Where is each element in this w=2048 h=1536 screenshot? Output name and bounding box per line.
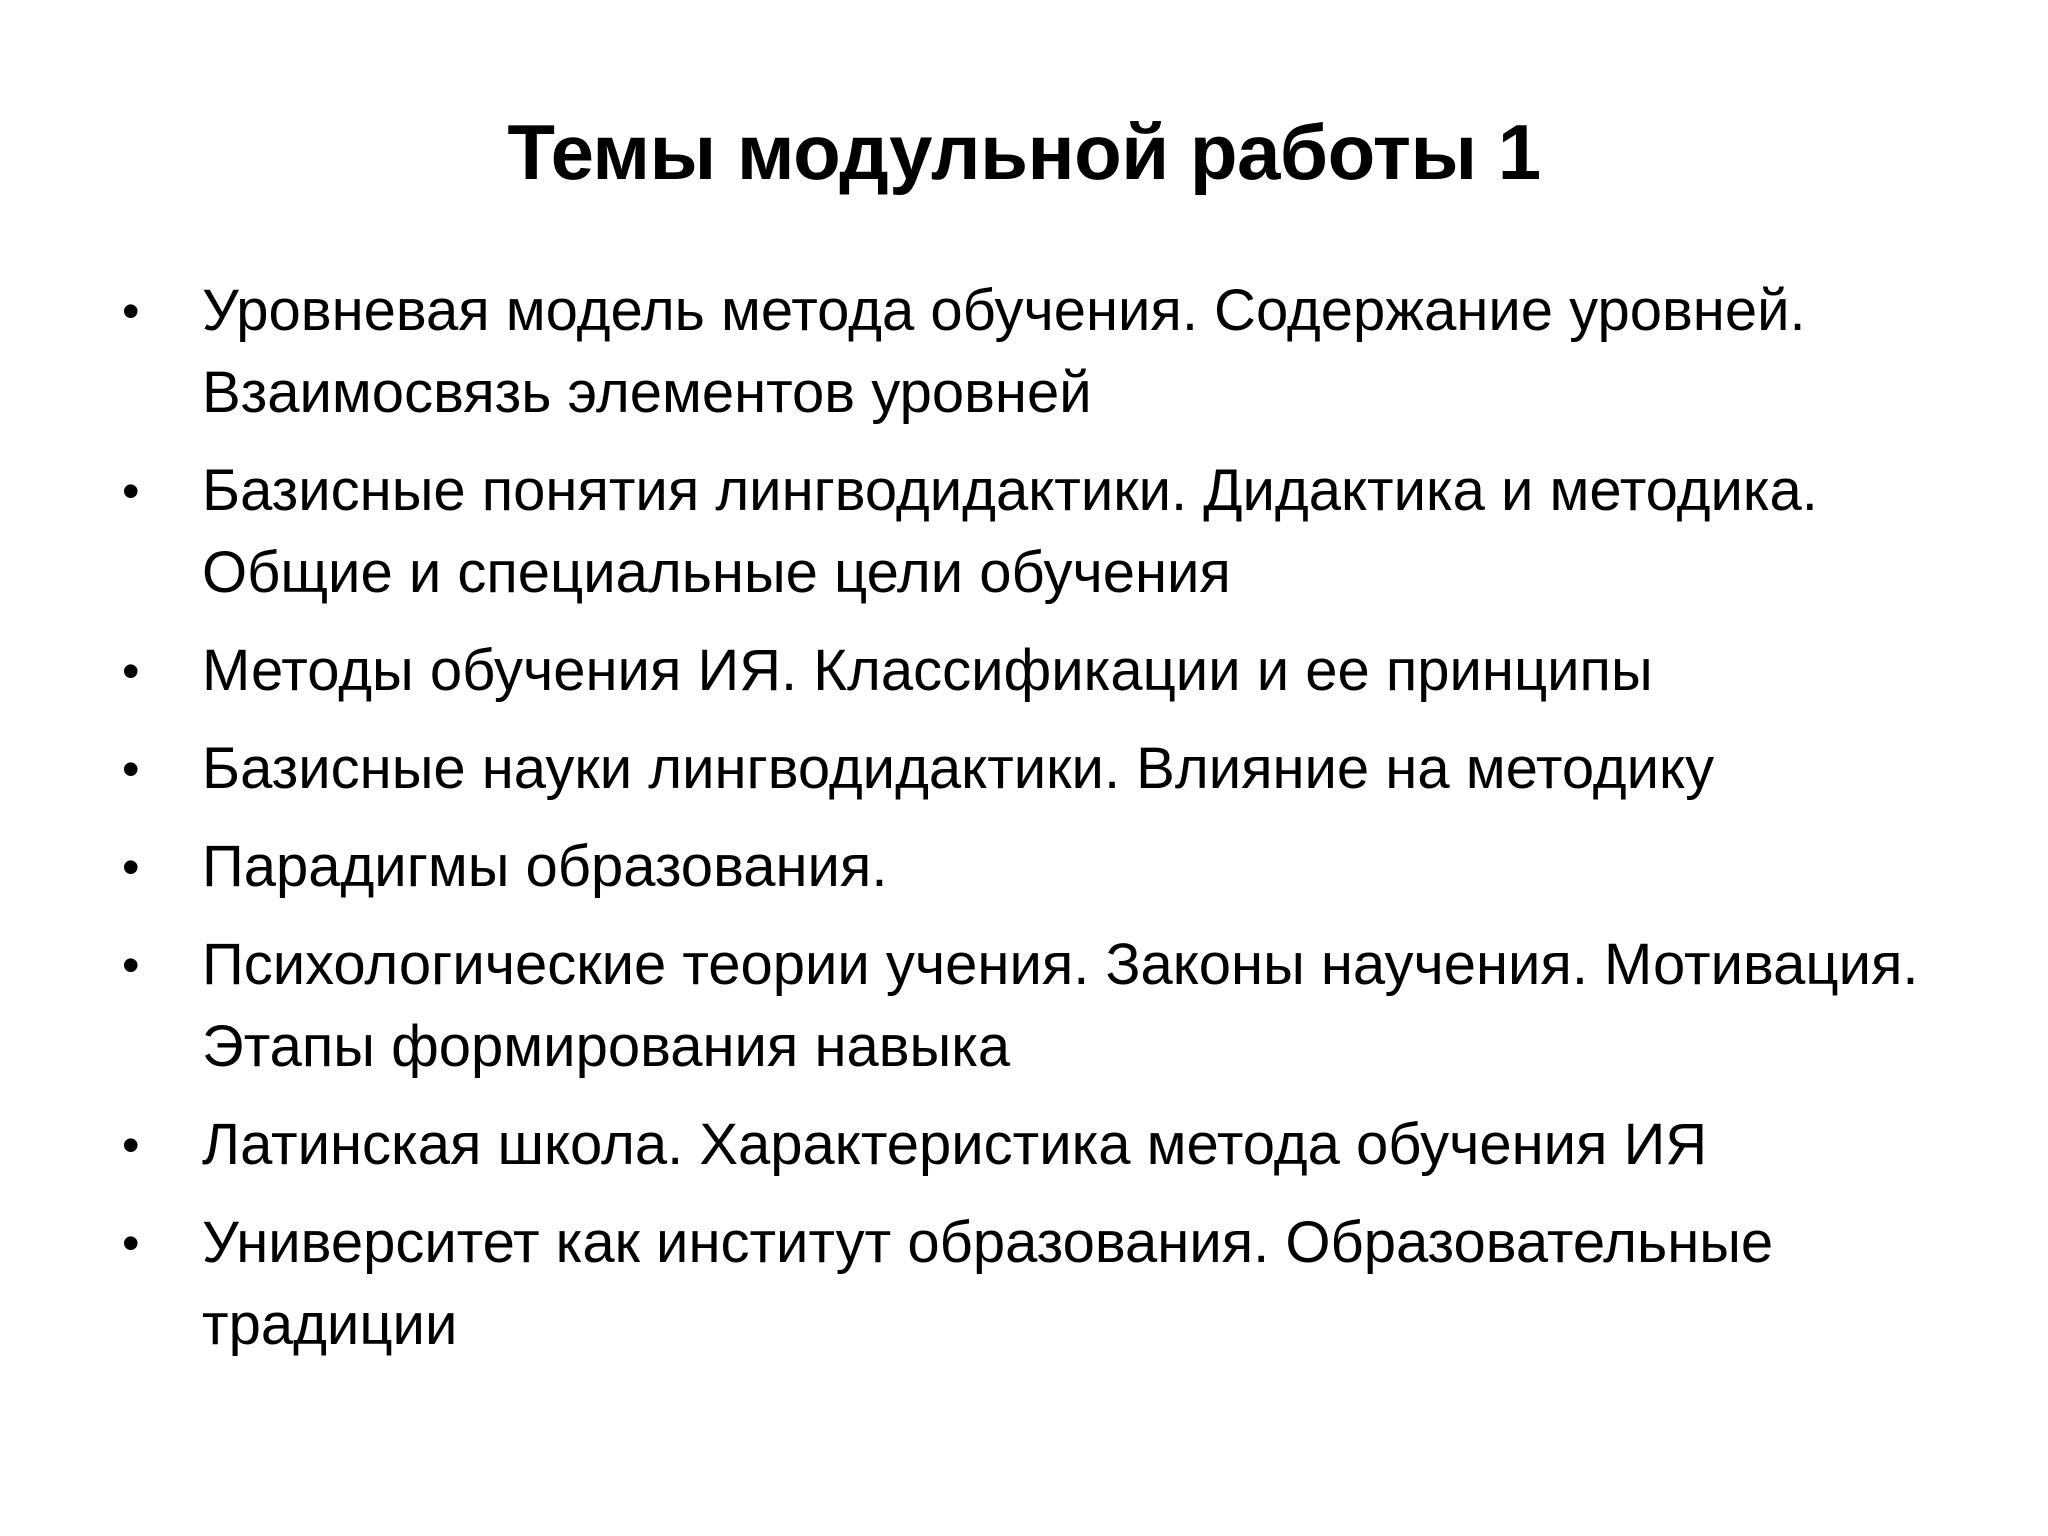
bullet-icon: • xyxy=(122,1117,140,1173)
topics-list xyxy=(0,270,2048,1382)
list-item xyxy=(0,1202,2048,1366)
bullet-icon: • xyxy=(122,1215,140,1271)
bullet-icon: • xyxy=(122,741,140,797)
bullet-icon: • xyxy=(122,283,140,339)
list-item-text: Парадигмы образования. xyxy=(202,834,888,899)
bullet-icon: • xyxy=(122,643,140,699)
list-item xyxy=(0,450,2048,614)
bullet-icon: • xyxy=(122,937,140,993)
list-item-text: Психологические теории учения. Законы научения. Мотивация. Этапы формирования навыка xyxy=(202,932,1919,1079)
list-item xyxy=(0,630,2048,712)
list-item xyxy=(0,924,2048,1088)
list-item xyxy=(0,728,2048,810)
list-item-text: Латинская школа. Характеристика метода обучения ИЯ xyxy=(202,1112,1708,1177)
list-item-text: Базисные науки лингводидактики. Влияние на методику xyxy=(202,736,1715,801)
bullet-icon: • xyxy=(122,839,140,895)
list-item-text: Методы обучения ИЯ. Классификации и ее принципы xyxy=(202,638,1653,703)
list-item-text: Уровневая модель метода обучения. Содержание уровней. Взаимосвязь элементов уровней xyxy=(202,278,1806,425)
slide-title: Темы модульной работы 1 xyxy=(507,108,1541,196)
list-item xyxy=(0,826,2048,908)
list-item xyxy=(0,1104,2048,1186)
list-item xyxy=(0,270,2048,434)
list-item-text: Университет как институт образования. Образовательные традиции xyxy=(202,1210,1774,1357)
bullet-icon: • xyxy=(122,463,140,519)
list-item-text: Базисные понятия лингводидактики. Дидактика и методика. Общие и специальные цели обучения xyxy=(202,458,1818,605)
